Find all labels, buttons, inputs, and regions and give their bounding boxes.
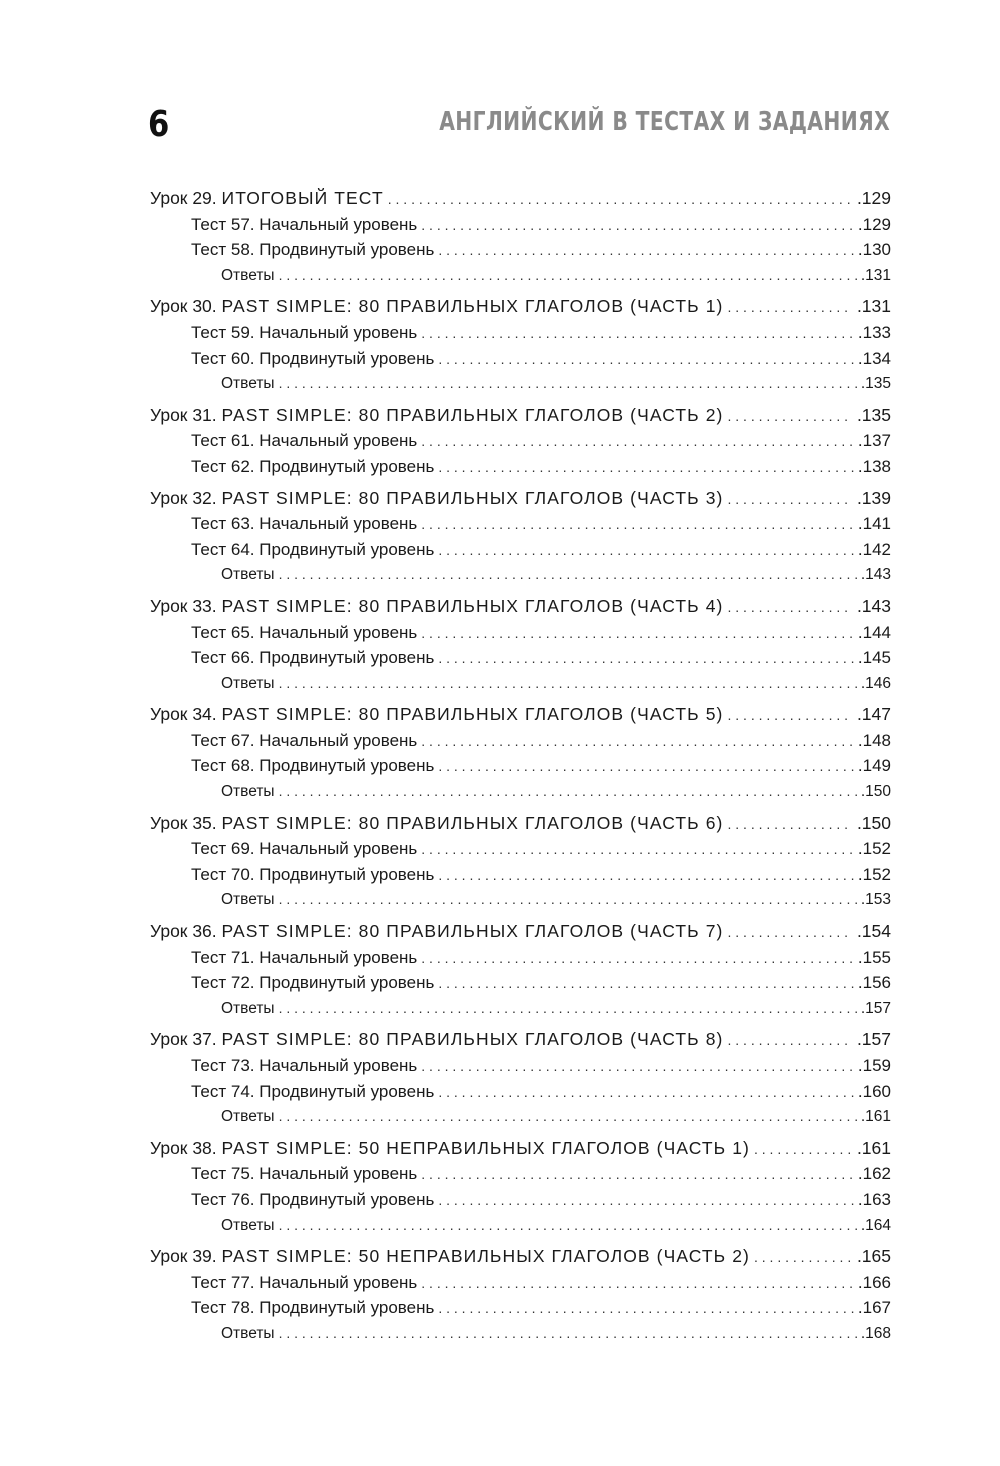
page-ref: .131 bbox=[860, 266, 891, 284]
lesson-label bbox=[150, 186, 384, 212]
toc-group bbox=[150, 486, 891, 588]
dot-leader bbox=[279, 996, 857, 1022]
toc-test-entry[interactable] bbox=[150, 237, 891, 263]
lesson-title: PAST SIMPLE: 80 ПРАВИЛЬНЫХ ГЛАГОЛОВ (ЧАСТЬ 3) bbox=[221, 487, 724, 508]
toc-test-entry[interactable] bbox=[150, 320, 891, 346]
page-ref: .161 bbox=[856, 1137, 891, 1158]
test-label: Тест 67. Начальный уровень bbox=[191, 730, 418, 750]
answers-label: Ответы bbox=[221, 566, 275, 584]
dot-leader bbox=[438, 646, 854, 672]
toc-test-entry[interactable] bbox=[150, 428, 891, 454]
page-ref: .129 bbox=[856, 188, 891, 208]
page-ref: .159 bbox=[857, 1056, 891, 1075]
toc-group bbox=[150, 403, 891, 480]
page-ref: .133 bbox=[857, 322, 891, 342]
toc-test-entry[interactable] bbox=[150, 1161, 891, 1187]
lesson-label bbox=[150, 1244, 750, 1270]
lesson-label bbox=[150, 1027, 723, 1053]
toc-answers-entry[interactable] bbox=[150, 1321, 891, 1347]
lesson-number: Урок 38. bbox=[150, 1137, 222, 1158]
toc-test-entry[interactable] bbox=[150, 212, 891, 238]
dot-leader bbox=[438, 863, 854, 889]
page-ref: .141 bbox=[857, 514, 891, 534]
page-ref: .160 bbox=[857, 1081, 891, 1101]
toc-test-entry[interactable] bbox=[150, 1295, 891, 1321]
lesson-label bbox=[150, 594, 723, 620]
lesson-label bbox=[150, 294, 723, 320]
toc-group bbox=[150, 186, 891, 288]
page-ref: .129 bbox=[857, 214, 891, 234]
dot-leader bbox=[421, 1054, 854, 1080]
page-ref: .163 bbox=[857, 1189, 891, 1209]
toc-test-entry[interactable] bbox=[150, 1079, 891, 1105]
dot-leader bbox=[421, 946, 854, 972]
test-label: Тест 74. Продвинутый уровень bbox=[191, 1081, 435, 1101]
toc-lesson-entry[interactable] bbox=[150, 702, 891, 728]
page-ref: .146 bbox=[860, 674, 891, 692]
toc-test-entry[interactable] bbox=[150, 1270, 891, 1296]
answers-label: Ответы bbox=[221, 1324, 275, 1342]
lesson-title: PAST SIMPLE: 80 ПРАВИЛЬНЫХ ГЛАГОЛОВ (ЧАСТЬ 5) bbox=[221, 704, 724, 725]
test-label: Тест 65. Начальный уровень bbox=[191, 622, 418, 642]
dot-leader bbox=[727, 404, 852, 430]
lesson-title: PAST SIMPLE: 80 ПРАВИЛЬНЫХ ГЛАГОЛОВ (ЧАСТЬ 1) bbox=[221, 296, 724, 317]
toc-test-entry[interactable] bbox=[150, 753, 891, 779]
page-ref: .168 bbox=[860, 1324, 891, 1342]
toc-group bbox=[150, 1027, 891, 1129]
page-ref: .150 bbox=[856, 812, 891, 833]
test-label: Тест 71. Начальный уровень bbox=[191, 947, 418, 967]
answers-label: Ответы bbox=[221, 674, 275, 692]
dot-leader bbox=[421, 621, 854, 647]
test-label: Тест 59. Начальный уровень bbox=[191, 322, 418, 342]
page-ref: .156 bbox=[857, 973, 891, 993]
page-ref: .149 bbox=[857, 756, 891, 776]
lesson-number: Урок 35. bbox=[150, 812, 222, 833]
page-ref: .143 bbox=[860, 566, 891, 584]
page-ref: .137 bbox=[857, 431, 891, 451]
toc-test-entry[interactable] bbox=[150, 862, 891, 888]
page-ref: .135 bbox=[860, 375, 891, 393]
dot-leader bbox=[421, 1271, 854, 1297]
toc-group bbox=[150, 1136, 891, 1238]
toc-lesson-entry[interactable] bbox=[150, 811, 891, 837]
dot-leader bbox=[421, 429, 854, 455]
toc-answers-entry[interactable] bbox=[150, 996, 891, 1022]
test-label: Тест 64. Продвинутый уровень bbox=[191, 539, 435, 559]
toc-answers-entry[interactable] bbox=[150, 1213, 891, 1239]
toc-lesson-entry[interactable] bbox=[150, 186, 891, 212]
toc-test-entry[interactable] bbox=[150, 454, 891, 480]
test-label: Тест 73. Начальный уровень bbox=[191, 1056, 418, 1075]
test-label: Тест 57. Начальный уровень bbox=[191, 214, 418, 234]
test-label: Тест 78. Продвинутый уровень bbox=[191, 1298, 435, 1318]
dot-leader bbox=[421, 1162, 854, 1188]
lesson-title: PAST SIMPLE: 80 ПРАВИЛЬНЫХ ГЛАГОЛОВ (ЧАСТЬ 8) bbox=[221, 1029, 724, 1050]
dot-leader bbox=[727, 703, 852, 729]
toc-test-entry[interactable] bbox=[150, 537, 891, 563]
dot-leader bbox=[438, 455, 854, 481]
test-label: Тест 75. Начальный уровень bbox=[191, 1164, 418, 1184]
answers-label: Ответы bbox=[221, 266, 275, 284]
dot-leader bbox=[727, 920, 852, 946]
lesson-number: Урок 34. bbox=[150, 704, 222, 725]
toc-answers-entry[interactable] bbox=[150, 263, 891, 289]
dot-leader bbox=[438, 538, 854, 564]
lesson-label bbox=[150, 1136, 750, 1162]
lesson-number: Урок 30. bbox=[150, 296, 222, 317]
page-ref: .161 bbox=[860, 1108, 891, 1126]
page-ref: .167 bbox=[857, 1298, 891, 1318]
toc-lesson-entry[interactable] bbox=[150, 919, 891, 945]
toc-group bbox=[150, 1244, 891, 1346]
dot-leader bbox=[727, 1028, 852, 1054]
toc-test-entry[interactable] bbox=[150, 511, 891, 537]
toc-answers-entry[interactable] bbox=[150, 671, 891, 697]
toc-answers-entry[interactable] bbox=[150, 371, 891, 397]
page-ref: .138 bbox=[857, 456, 891, 476]
toc-test-entry[interactable] bbox=[150, 346, 891, 372]
toc-test-entry[interactable] bbox=[150, 728, 891, 754]
dot-leader bbox=[727, 295, 852, 321]
toc-lesson-entry[interactable] bbox=[150, 1136, 891, 1162]
page-ref: .152 bbox=[857, 864, 891, 884]
dot-leader bbox=[727, 595, 852, 621]
page-ref: .153 bbox=[860, 891, 891, 909]
lesson-number: Урок 33. bbox=[150, 595, 222, 616]
dot-leader bbox=[279, 371, 857, 397]
page-ref: .166 bbox=[857, 1272, 891, 1292]
page-ref: .152 bbox=[857, 839, 891, 859]
test-label: Тест 77. Начальный уровень bbox=[191, 1272, 418, 1292]
lesson-label bbox=[150, 919, 723, 945]
test-label: Тест 69. Начальный уровень bbox=[191, 839, 418, 859]
toc-answers-entry[interactable] bbox=[150, 779, 891, 805]
test-label: Тест 60. Продвинутый уровень bbox=[191, 348, 435, 368]
toc-lesson-entry[interactable] bbox=[150, 486, 891, 512]
toc-test-entry[interactable] bbox=[150, 645, 891, 671]
toc-test-entry[interactable] bbox=[150, 1187, 891, 1213]
page-ref: .131 bbox=[856, 296, 891, 317]
lesson-number: Урок 32. bbox=[150, 487, 222, 508]
test-label: Тест 63. Начальный уровень bbox=[191, 514, 418, 534]
toc-test-entry[interactable] bbox=[150, 970, 891, 996]
toc-test-entry[interactable] bbox=[150, 620, 891, 646]
page-ref: .155 bbox=[857, 947, 891, 967]
lesson-title: PAST SIMPLE: 80 ПРАВИЛЬНЫХ ГЛАГОЛОВ (ЧАСТЬ 6) bbox=[221, 812, 724, 833]
dot-leader bbox=[279, 1321, 857, 1347]
toc-group bbox=[150, 919, 891, 1021]
page-ref: .165 bbox=[856, 1246, 891, 1267]
toc-answers-entry[interactable] bbox=[150, 1104, 891, 1130]
lesson-number: Урок 39. bbox=[150, 1246, 222, 1267]
page-ref: .130 bbox=[857, 240, 891, 260]
page-ref: .134 bbox=[857, 348, 891, 368]
test-label: Тест 61. Начальный уровень bbox=[191, 431, 418, 451]
toc-lesson-entry[interactable] bbox=[150, 594, 891, 620]
toc-answers-entry[interactable] bbox=[150, 562, 891, 588]
dot-leader bbox=[279, 887, 857, 913]
toc-answers-entry[interactable] bbox=[150, 887, 891, 913]
toc-lesson-entry[interactable] bbox=[150, 294, 891, 320]
answers-label: Ответы bbox=[221, 783, 275, 801]
lesson-number: Урок 31. bbox=[150, 404, 222, 425]
page-number: 6 bbox=[148, 104, 170, 145]
page-ref: .157 bbox=[860, 999, 891, 1017]
page-ref: .164 bbox=[860, 1216, 891, 1234]
dot-leader bbox=[279, 671, 857, 697]
dot-leader bbox=[279, 263, 857, 289]
lesson-number: Урок 37. bbox=[150, 1029, 222, 1050]
dot-leader bbox=[438, 347, 854, 373]
toc-test-entry[interactable] bbox=[150, 945, 891, 971]
page-ref: .162 bbox=[857, 1164, 891, 1184]
page-ref: .139 bbox=[856, 487, 891, 508]
lesson-title: PAST SIMPLE: 80 ПРАВИЛЬНЫХ ГЛАГОЛОВ (ЧАСТЬ 4) bbox=[221, 595, 724, 616]
test-label: Тест 72. Продвинутый уровень bbox=[191, 973, 435, 993]
running-title: АНГЛИЙСКИЙ В ТЕСТАХ И ЗАДАНИЯХ bbox=[439, 107, 890, 137]
toc-test-entry[interactable] bbox=[150, 1053, 891, 1079]
dot-leader bbox=[727, 487, 852, 513]
answers-label: Ответы bbox=[221, 375, 275, 393]
lesson-title: PAST SIMPLE: 50 НЕПРАВИЛЬНЫХ ГЛАГОЛОВ (ЧАСТЬ 1) bbox=[221, 1137, 750, 1158]
page-ref: .147 bbox=[856, 704, 891, 725]
page-ref: .142 bbox=[857, 539, 891, 559]
toc-lesson-entry[interactable] bbox=[150, 1027, 891, 1053]
dot-leader bbox=[421, 729, 854, 755]
table-of-contents bbox=[150, 186, 891, 1353]
lesson-number: Урок 36. bbox=[150, 921, 222, 942]
toc-group bbox=[150, 702, 891, 804]
test-label: Тест 62. Продвинутый уровень bbox=[191, 456, 435, 476]
lesson-label bbox=[150, 811, 723, 837]
dot-leader bbox=[438, 238, 854, 264]
test-label: Тест 66. Продвинутый уровень bbox=[191, 648, 435, 668]
toc-group bbox=[150, 294, 891, 396]
test-label: Тест 70. Продвинутый уровень bbox=[191, 864, 435, 884]
page-ref: .143 bbox=[856, 595, 891, 616]
page-ref: .145 bbox=[857, 648, 891, 668]
test-label: Тест 68. Продвинутый уровень bbox=[191, 756, 435, 776]
lesson-label bbox=[150, 403, 723, 429]
dot-leader bbox=[388, 187, 853, 213]
test-label: Тест 76. Продвинутый уровень bbox=[191, 1189, 435, 1209]
lesson-label bbox=[150, 486, 723, 512]
dot-leader bbox=[421, 512, 854, 538]
page-ref: .154 bbox=[856, 921, 891, 942]
dot-leader bbox=[438, 971, 854, 997]
dot-leader bbox=[754, 1245, 853, 1271]
lesson-title: PAST SIMPLE: 80 ПРАВИЛЬНЫХ ГЛАГОЛОВ (ЧАСТЬ 7) bbox=[221, 921, 724, 942]
dot-leader bbox=[421, 837, 854, 863]
answers-label: Ответы bbox=[221, 1216, 275, 1234]
dot-leader bbox=[438, 1080, 854, 1106]
page-ref: .135 bbox=[856, 404, 891, 425]
toc-group bbox=[150, 811, 891, 913]
toc-group bbox=[150, 594, 891, 696]
dot-leader bbox=[727, 812, 852, 838]
lesson-title: PAST SIMPLE: 80 ПРАВИЛЬНЫХ ГЛАГОЛОВ (ЧАСТЬ 2) bbox=[221, 404, 724, 425]
dot-leader bbox=[279, 562, 857, 588]
toc-test-entry[interactable] bbox=[150, 836, 891, 862]
answers-label: Ответы bbox=[221, 999, 275, 1017]
page-ref: .157 bbox=[856, 1029, 891, 1050]
dot-leader bbox=[421, 213, 854, 239]
toc-lesson-entry[interactable] bbox=[150, 1244, 891, 1270]
dot-leader bbox=[438, 1188, 854, 1214]
lesson-title: PAST SIMPLE: 50 НЕПРАВИЛЬНЫХ ГЛАГОЛОВ (ЧАСТЬ 2) bbox=[221, 1246, 750, 1267]
answers-label: Ответы bbox=[221, 1108, 275, 1126]
test-label: Тест 58. Продвинутый уровень bbox=[191, 240, 435, 260]
lesson-label bbox=[150, 702, 723, 728]
dot-leader bbox=[754, 1137, 853, 1163]
lesson-title: ИТОГОВЫЙ ТЕСТ bbox=[221, 188, 384, 208]
dot-leader bbox=[279, 779, 857, 805]
toc-lesson-entry[interactable] bbox=[150, 403, 891, 429]
dot-leader bbox=[421, 321, 854, 347]
dot-leader bbox=[438, 754, 854, 780]
answers-label: Ответы bbox=[221, 891, 275, 909]
page-ref: .144 bbox=[857, 622, 891, 642]
lesson-number: Урок 29. bbox=[150, 188, 222, 208]
dot-leader bbox=[438, 1296, 854, 1322]
dot-leader bbox=[279, 1213, 857, 1239]
page-ref: .148 bbox=[857, 730, 891, 750]
dot-leader bbox=[279, 1104, 857, 1130]
page-ref: .150 bbox=[860, 783, 891, 801]
